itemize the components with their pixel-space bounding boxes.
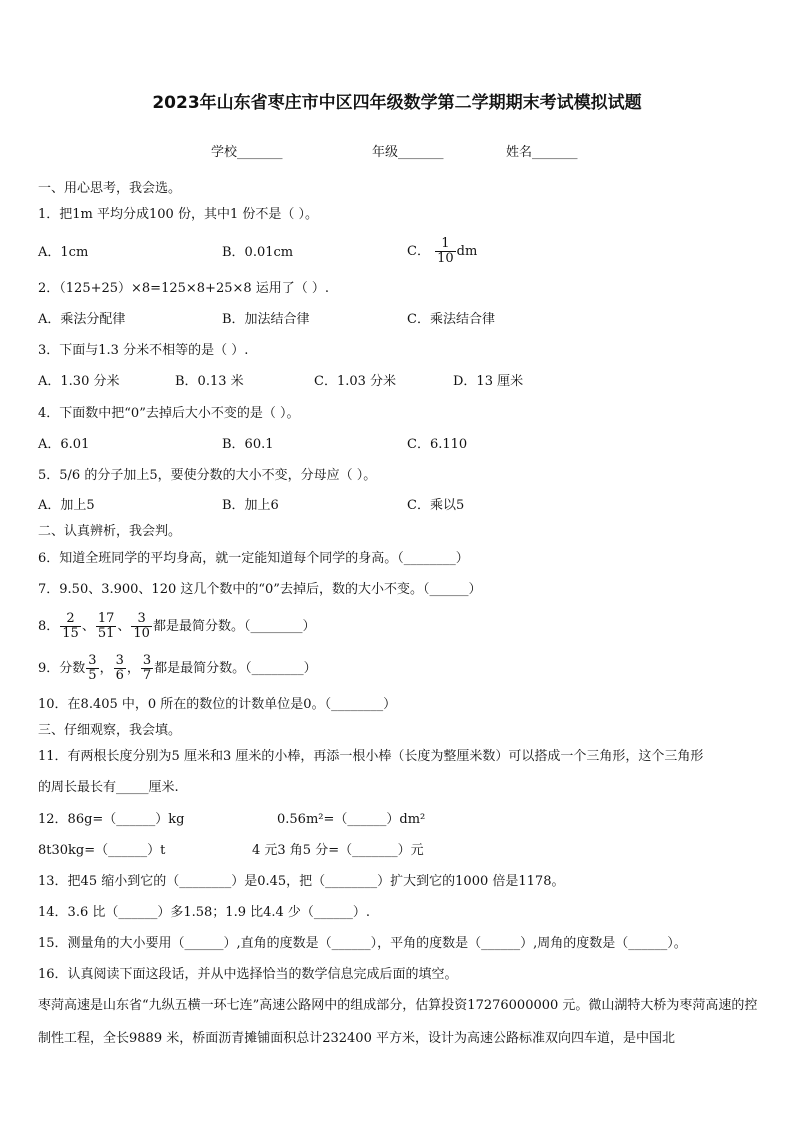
denominator: 15 <box>62 626 79 641</box>
denominator: 51 <box>97 626 115 641</box>
section-2-heading: 二、认真辨析，我会判。 <box>38 524 182 539</box>
q4-option-a: A．6.01 <box>38 437 90 452</box>
question-3: 3．下面与1.3 分米不相等的是（ ）. <box>38 343 249 358</box>
question-8 <box>38 607 315 647</box>
q2-option-b: B．加法结合律 <box>222 312 310 327</box>
question-12-part-2: 0.56m²=（______）dm² <box>277 812 426 827</box>
fraction <box>96 612 117 641</box>
question-7: 7．9.50、3.900、120 这几个数中的“0”去掉后，数的大小不变。（______） <box>38 582 482 597</box>
q3-option-c: C．1.03 分米 <box>314 374 397 389</box>
numerator: 3 <box>115 653 124 668</box>
numerator: 3 <box>131 612 152 627</box>
q3-option-d: D．13 厘米 <box>453 374 524 389</box>
school-field: 学校_______ <box>211 145 283 160</box>
numerator: 1 <box>435 237 456 252</box>
question-10: 10．在8.405 中，0 所在的数位的计数单位是0。（________） <box>38 697 397 712</box>
fraction <box>141 654 153 683</box>
separator: 、 <box>81 619 95 634</box>
reading-paragraph: 枣菏高速是山东省“九纵五横一环七连”高速公路网中的组成部分，估算投资17276000000 元。微山湖特大桥为枣菏高速的控制性工程，全长9889 米，桥面沥青摊铺面积总计232400 平方米，设计为高速公路标准双向四车道，是中国北 <box>38 998 758 1046</box>
q1-option-c-label: C． <box>407 244 430 259</box>
q2-option-c: C．乘法结合律 <box>407 312 495 327</box>
fraction <box>435 237 456 266</box>
fraction <box>60 612 81 641</box>
grade-field: 年级_______ <box>372 145 444 160</box>
numerator: 2 <box>60 612 81 627</box>
denominator: 6 <box>115 668 124 683</box>
q5-option-b: B．加上6 <box>222 498 279 513</box>
question-11-line-2: 的周长最长有_____厘米. <box>38 780 179 795</box>
question-12-part-1: 12．86g=（______）kg <box>38 812 185 827</box>
question-12-part-3: 8t30kg=（______）t <box>38 843 166 858</box>
question-15: 15．测量角的大小要用（______）,直角的度数是（______），平角的度数是（______）,周角的度数是（______）。 <box>38 936 687 951</box>
q1-option-c <box>407 234 477 270</box>
q2-option-a: A．乘法分配律 <box>38 312 126 327</box>
unit: dm <box>456 244 478 259</box>
q4-option-b: B．60.1 <box>222 437 274 452</box>
q5-option-c: C．乘以5 <box>407 498 465 513</box>
separator: 、 <box>117 619 131 634</box>
section-1-heading: 一、用心思考，我会选。 <box>38 181 182 196</box>
q9-text: 都是最简分数。（________） <box>154 661 317 676</box>
question-1: 1．把1m 平均分成100 份，其中1 份不是（ ）。 <box>38 207 318 222</box>
denominator: 5 <box>88 668 97 683</box>
q4-option-c: C．6.110 <box>407 437 468 452</box>
name-field: 姓名_______ <box>506 145 578 160</box>
q1-option-b: B．0.01cm <box>222 245 294 260</box>
separator: ， <box>99 661 113 676</box>
fraction <box>114 654 126 683</box>
q3-option-b: B．0.13 米 <box>175 374 244 389</box>
question-5: 5．5/6 的分子加上5，要使分数的大小不变，分母应（ ）。 <box>38 468 377 483</box>
question-11-line-1: 11．有两根长度分别为5 厘米和3 厘米的小棒，再添一根小棒（长度为整厘米数）可以搭成一个三角形，这个三角形 <box>38 749 704 764</box>
question-4: 4．下面数中把“0”去掉后大小不变的是（ ）。 <box>38 406 300 421</box>
q9-number: 9．分数 <box>38 661 86 676</box>
fraction <box>86 654 98 683</box>
question-12-part-4: 4 元3 角5 分=（_______）元 <box>252 843 424 858</box>
page-title: 2023年山东省枣庄市中区四年级数学第二学期期末考试模拟试题 <box>152 93 642 113</box>
question-9 <box>38 649 317 689</box>
question-16: 16．认真阅读下面这段话，并从中选择恰当的数学信息完成后面的填空。 <box>38 967 458 982</box>
denominator: 7 <box>142 668 152 683</box>
denominator: 10 <box>133 626 150 641</box>
question-13: 13．把45 缩小到它的（________）是0.45，把（________）扩大到它的1000 倍是1178。 <box>38 874 565 889</box>
q5-option-a: A．加上5 <box>38 498 95 513</box>
question-2: 2．（125+25）×8=125×8+25×8 运用了（ ）. <box>38 281 330 296</box>
denominator: 10 <box>437 251 454 266</box>
numerator: 3 <box>142 653 152 668</box>
q3-option-a: A．1.30 分米 <box>38 374 120 389</box>
question-14: 14．3.6 比（______）多1.58；1.9 比4.4 少（______）. <box>38 905 371 920</box>
q1-option-a: A．1cm <box>38 245 89 260</box>
q8-number: 8． <box>38 619 60 634</box>
numerator: 3 <box>88 653 97 668</box>
section-3-heading: 三、仔细观察，我会填。 <box>38 723 182 738</box>
question-6: 6．知道全班同学的平均身高，就一定能知道每个同学的身高。（________） <box>38 551 469 566</box>
fraction <box>131 612 152 641</box>
q8-text: 都是最简分数。（________） <box>152 619 316 634</box>
numerator: 17 <box>97 611 115 626</box>
separator: ， <box>126 661 140 676</box>
